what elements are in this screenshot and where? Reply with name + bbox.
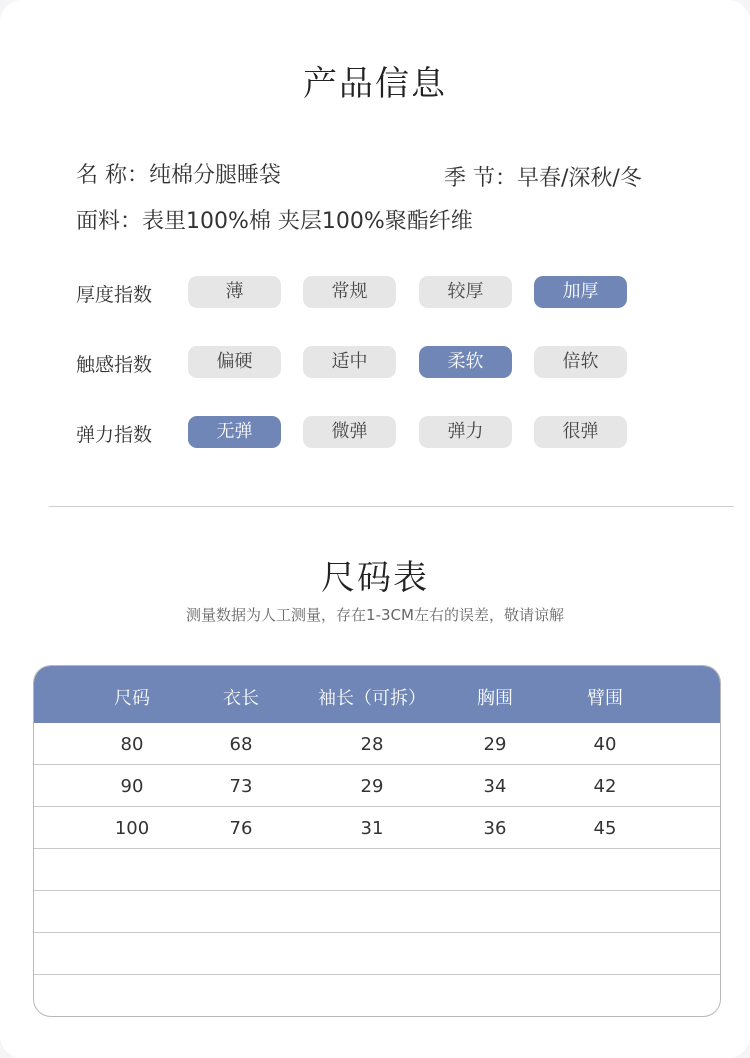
size-chart-title: 尺码表 — [321, 558, 429, 598]
thickness-option-thin[interactable]: 薄 — [188, 276, 281, 308]
elasticity-option-elastic[interactable]: 弹力 — [419, 416, 512, 448]
elasticity-index-label: 弹力指数 — [76, 424, 153, 446]
product-info-title: 产品信息 — [303, 64, 447, 104]
thickness-option-thicker[interactable]: 较厚 — [419, 276, 512, 308]
table-cell: 68 — [229, 734, 253, 755]
table-cell: 34 — [483, 776, 507, 797]
header-chest: 胸围 — [477, 688, 513, 709]
table-row-empty — [34, 891, 720, 933]
table-cell: 76 — [229, 818, 253, 839]
product-fabric-line: 面料：表里100%棉 夹层100%聚酯纤维 — [76, 209, 473, 234]
table-row — [34, 807, 720, 849]
table-cell: 36 — [483, 818, 507, 839]
table-cell: 45 — [593, 818, 617, 839]
table-cell: 29 — [483, 734, 507, 755]
elasticity-option-slight[interactable]: 微弹 — [303, 416, 396, 448]
table-cell: 100 — [114, 818, 150, 839]
table-cell: 28 — [360, 734, 384, 755]
thickness-index-label: 厚度指数 — [76, 284, 153, 306]
table-cell: 40 — [593, 734, 617, 755]
table-row-empty — [34, 849, 720, 891]
header-size: 尺码 — [114, 688, 150, 709]
thickness-option-extra-thick[interactable]: 加厚 — [534, 276, 627, 308]
table-cell: 31 — [360, 818, 384, 839]
touch-option-extra-soft[interactable]: 倍软 — [534, 346, 627, 378]
table-row-empty — [34, 933, 720, 975]
header-length: 衣长 — [223, 688, 259, 709]
touch-option-firm[interactable]: 偏硬 — [188, 346, 281, 378]
size-table — [33, 665, 721, 1017]
touch-option-medium[interactable]: 适中 — [303, 346, 396, 378]
size-chart-subtitle: 测量数据为人工测量，存在1-3CM左右的误差，敬请谅解 — [186, 606, 564, 624]
table-row — [34, 723, 720, 765]
touch-option-soft[interactable]: 柔软 — [419, 346, 512, 378]
table-row — [34, 765, 720, 807]
touch-index-label: 触感指数 — [76, 354, 153, 376]
section-divider — [49, 506, 734, 507]
table-cell: 73 — [229, 776, 253, 797]
table-cell: 90 — [120, 776, 144, 797]
product-season-line: 季 节：早春/深秋/冬 — [444, 166, 642, 191]
product-name-line: 名 称：纯棉分腿睡袋 — [76, 163, 281, 188]
header-sleeve: 袖长（可拆） — [318, 688, 426, 709]
table-cell: 80 — [120, 734, 144, 755]
table-cell: 29 — [360, 776, 384, 797]
table-header — [34, 666, 720, 723]
thickness-option-regular[interactable]: 常规 — [303, 276, 396, 308]
elasticity-option-none[interactable]: 无弹 — [188, 416, 281, 448]
table-cell: 42 — [593, 776, 617, 797]
elasticity-option-very[interactable]: 很弹 — [534, 416, 627, 448]
header-arm: 臂围 — [587, 688, 623, 709]
